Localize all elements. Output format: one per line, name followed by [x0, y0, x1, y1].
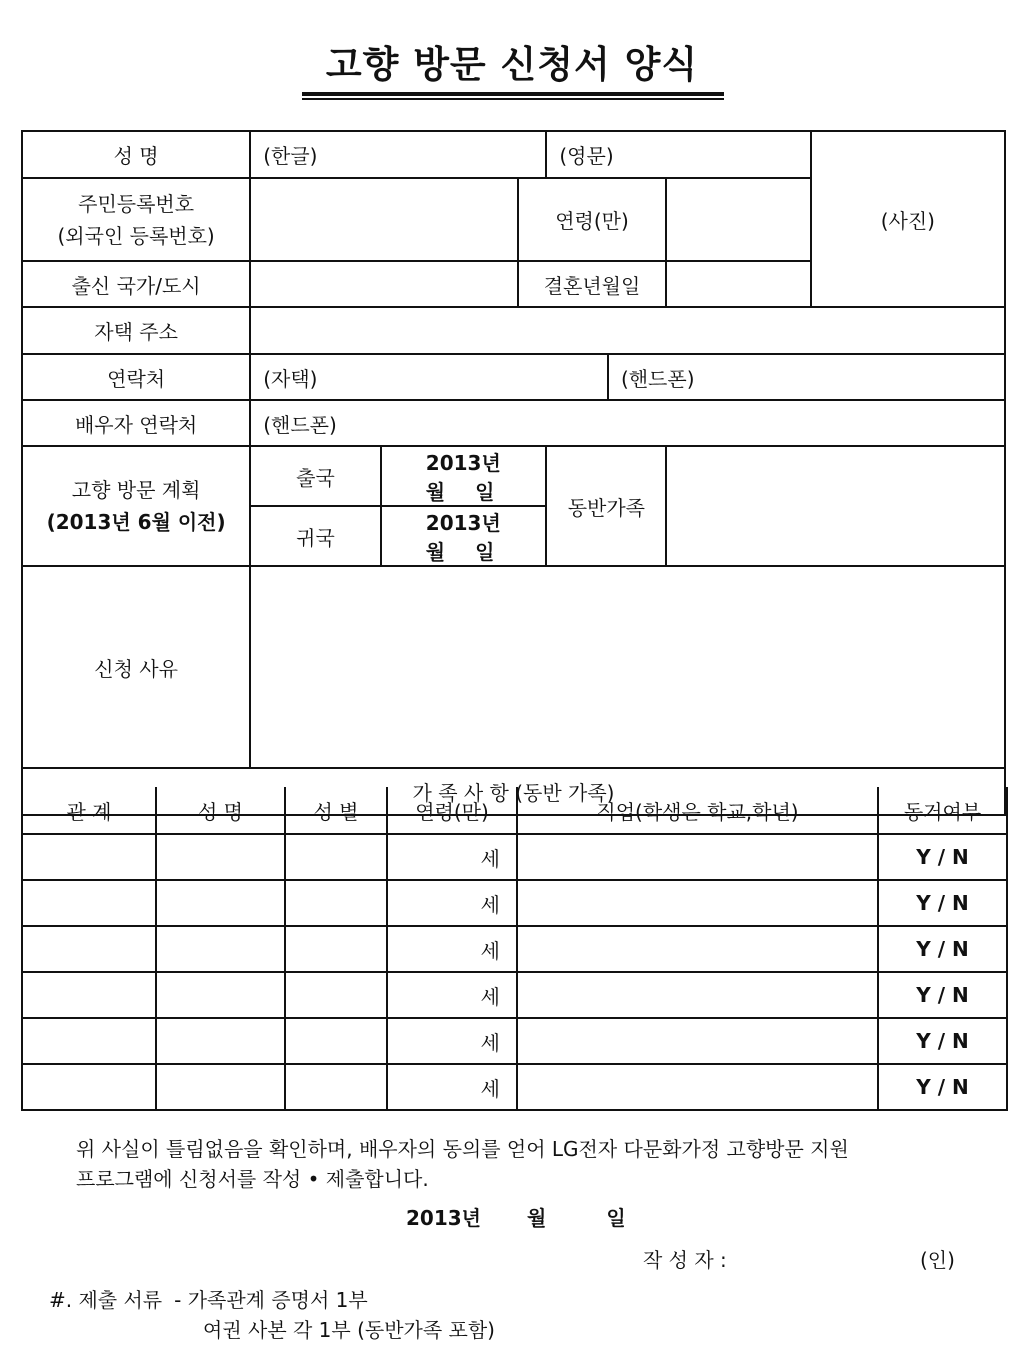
spouse-mobile-field[interactable]: (핸드폰) [250, 400, 1005, 446]
name-label: 성 명 [22, 131, 250, 178]
spouse-contact-label: 배우자 연락처 [22, 400, 250, 446]
age-cell[interactable]: 세 [387, 926, 517, 972]
age-field[interactable] [666, 178, 810, 261]
cohabitation-cell[interactable]: Y / N [878, 834, 1007, 880]
relation-cell[interactable] [22, 880, 156, 926]
signature-date: 2013년 월 일 [406, 1206, 626, 1230]
name-korean-field[interactable]: (한글) [250, 131, 546, 178]
name-cell[interactable] [156, 972, 285, 1018]
departure-label: 출국 [250, 446, 381, 506]
cohabitation-cell[interactable]: Y / N [878, 972, 1007, 1018]
gender-cell[interactable] [285, 1018, 387, 1064]
family-table [21, 787, 1008, 1111]
origin-label: 출신 국가/도시 [22, 261, 250, 307]
reason-label: 신청 사유 [22, 566, 250, 768]
departure-date-field[interactable]: 2013년월 일 [381, 446, 547, 506]
address-field[interactable] [250, 307, 1005, 354]
cohabitation-cell[interactable]: Y / N [878, 880, 1007, 926]
header-age: 연령(만) [387, 787, 517, 834]
table-row [22, 972, 1007, 1018]
page-title: 고향 방문 신청서 양식 [325, 43, 699, 86]
age-label: 연령(만) [518, 178, 667, 261]
companion-family-field[interactable] [666, 446, 1005, 566]
gender-cell[interactable] [285, 972, 387, 1018]
name-cell[interactable] [156, 1064, 285, 1110]
wedding-date-field[interactable] [666, 261, 810, 307]
companion-family-label: 동반가족 [546, 446, 666, 566]
resident-id-label: 주민등록번호 (외국인 등록번호) [22, 178, 250, 261]
cohabitation-cell[interactable]: Y / N [878, 1064, 1007, 1110]
return-date-field[interactable]: 2013년월 일 [381, 506, 547, 566]
table-row [22, 926, 1007, 972]
age-cell[interactable]: 세 [387, 1018, 517, 1064]
cohabitation-cell[interactable]: Y / N [878, 1018, 1007, 1064]
table-row [22, 880, 1007, 926]
application-form-table [21, 130, 1006, 816]
header-relation: 관 계 [22, 787, 156, 834]
author-label: 작 성 자 : [643, 1248, 727, 1272]
table-row [22, 834, 1007, 880]
cohabitation-cell[interactable]: Y / N [878, 926, 1007, 972]
photo-box[interactable]: (사진) [811, 131, 1005, 307]
name-cell[interactable] [156, 1018, 285, 1064]
age-cell[interactable]: 세 [387, 972, 517, 1018]
required-documents: #. 제출 서류 - 가족관계 증명서 1부 여권 사본 각 1부 (동반가족 포함) [49, 1288, 495, 1342]
occupation-cell[interactable] [517, 1064, 878, 1110]
contact-mobile-field[interactable]: (핸드폰) [608, 354, 1005, 400]
age-cell[interactable]: 세 [387, 1064, 517, 1110]
relation-cell[interactable] [22, 926, 156, 972]
title-underline-thin [302, 98, 724, 100]
occupation-cell[interactable] [517, 1018, 878, 1064]
visit-plan-label: 고향 방문 계획 (2013년 6월 이전) [22, 446, 250, 566]
occupation-cell[interactable] [517, 834, 878, 880]
table-row [22, 1018, 1007, 1064]
relation-cell[interactable] [22, 972, 156, 1018]
contact-label: 연락처 [22, 354, 250, 400]
age-cell[interactable]: 세 [387, 834, 517, 880]
name-cell[interactable] [156, 926, 285, 972]
header-cohabitation: 동거여부 [878, 787, 1007, 834]
gender-cell[interactable] [285, 1064, 387, 1110]
address-label: 자택 주소 [22, 307, 250, 354]
name-cell[interactable] [156, 880, 285, 926]
header-gender: 성 별 [285, 787, 387, 834]
reason-field[interactable] [250, 566, 1005, 768]
occupation-cell[interactable] [517, 926, 878, 972]
relation-cell[interactable] [22, 834, 156, 880]
origin-field[interactable] [250, 261, 518, 307]
gender-cell[interactable] [285, 926, 387, 972]
occupation-cell[interactable] [517, 880, 878, 926]
name-cell[interactable] [156, 834, 285, 880]
occupation-cell[interactable] [517, 972, 878, 1018]
gender-cell[interactable] [285, 834, 387, 880]
relation-cell[interactable] [22, 1018, 156, 1064]
contact-home-field[interactable]: (자택) [250, 354, 608, 400]
wedding-date-label: 결혼년월일 [518, 261, 667, 307]
confirmation-statement: 위 사실이 틀림없음을 확인하며, 배우자의 동의를 얻어 LG전자 다문화가정 고향방문 지원 프로그램에 신청서를 작성 • 제출합니다. [76, 1137, 849, 1191]
gender-cell[interactable] [285, 880, 387, 926]
header-occupation: 직업(학생은 학교,학년) [517, 787, 878, 834]
age-cell[interactable]: 세 [387, 880, 517, 926]
seal-mark: (인) [920, 1248, 955, 1272]
relation-cell[interactable] [22, 1064, 156, 1110]
family-section-title: 가 족 사 항 (동반 가족) [22, 768, 1005, 815]
table-row [22, 1064, 1007, 1110]
return-label: 귀국 [250, 506, 381, 566]
header-name: 성 명 [156, 787, 285, 834]
name-english-field[interactable]: (영문) [546, 131, 810, 178]
title-underline [302, 92, 724, 96]
resident-id-field[interactable] [250, 178, 518, 261]
